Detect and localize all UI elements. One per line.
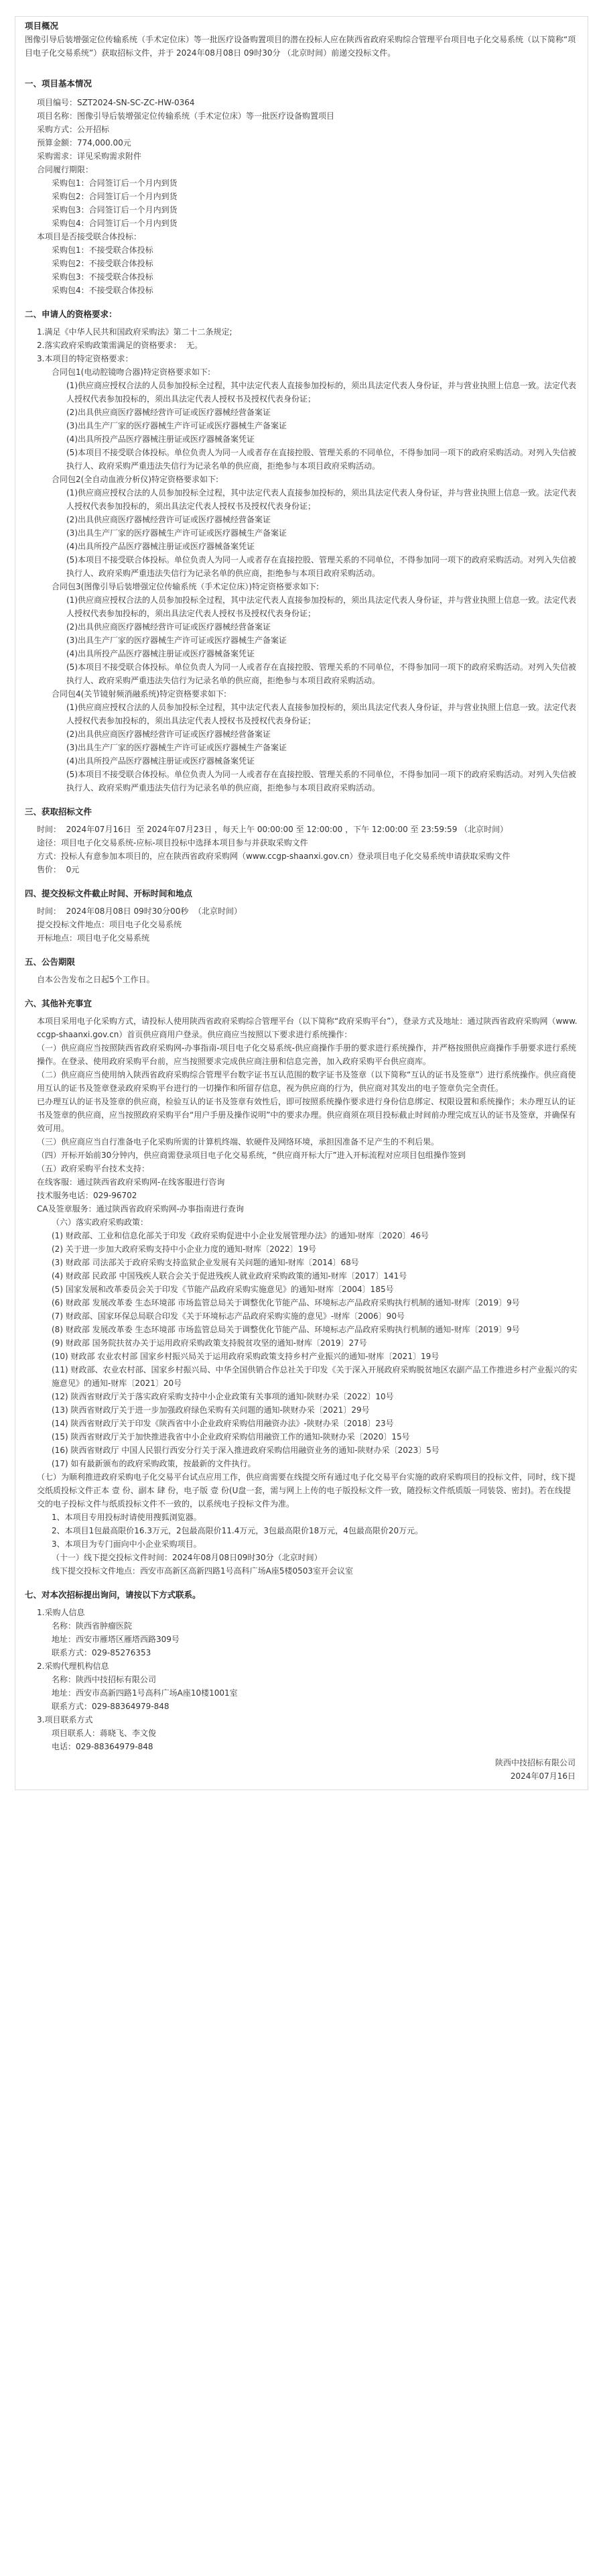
info-line: 项目名称：图像引导后装增强定位传输系统（手术定位床）等一批医疗设备购置项目 [37,111,335,121]
policy-item: (8) 财政部 发展改革委 生态环境部 市场监管总局关于调整优化节能产品、环境标志产品政府采购执行机制的通知-财库〔2019〕9号 [52,1325,520,1334]
project-overview [25,19,578,60]
other-paragraph: 已办理互认的证书及签章的供应商，检验互认的证书及签章有效性后，即可按照系统操作要求进行身份信息绑定、权限设置和系统操作；未办理互认的证书及签章的供应商，应当按照政府采购平台“用户手册及操作说明”中的要求办理。供应商须在项目投标截止时间前办理完成互认的证书及签章，并确保有效可用。 [37,1097,576,1133]
other-paragraph: （三）供应商应当自行准备电子化采购所需的计算机终端、软硬件及网络环境，承担因准备不足产生的不利后果。 [37,1137,440,1147]
section-heading: 六、其他补充事宜 [25,998,92,1008]
opening-place: 开标地点：项目电子化交易系统 [37,933,150,943]
policy-list [25,1229,578,1470]
contract-period-title: 合同履行期限： [37,165,94,174]
consortium-title: 本项目是否接受联合体投标： [37,232,142,241]
package-requirement: (1)供应商应授权合法的人员参加投标全过程，其中法定代表人直接参加投标的，须出具法定代表人身份证，并与营业执照上信息一致。法定代表人授权代表参加投标的，须出具法定代表人授权书及授权代表身份证； [66,381,577,404]
policy-item: (15) 陕西省财政厅关于加快推进我省中小企业政府采购信用融资工作的通知-陕财办采〔2020〕15号 [52,1432,410,1442]
policy-item: (9) 财政部 国务院扶贫办关于运用政府采购政策支持脱贫攻坚的通知-财库〔2019〕27号 [52,1338,367,1348]
agency-name: 名称：陕西中技招标有限公司 [52,1675,157,1684]
other-paragraph: 线下提交投标文件地点：西安市高新区高新四路1号高科广场A座5楼0503室开会议室 [52,1566,354,1576]
package-requirement: (4)出具所投产品医疗器械注册证或医疗器械备案凭证 [66,434,255,444]
project-contact-title: 3.项目联系方式 [37,1715,93,1724]
policy-item: (12) 陕西省财政厅关于落实政府采购支持中小企业政策有关事项的通知-陕财办采〔2022〕10号 [52,1392,394,1401]
package-requirement: (2)出具供应商医疗器械经营许可证或医疗器械经营备案证 [66,729,271,739]
section-heading: 七、对本次招标提出询问，请按以下方式联系。 [25,1590,201,1600]
package-requirements [25,580,578,687]
other-paragraph: 本项目采用电子化采购方式，请投标人使用陕西省政府采购综合管理平台（以下简称“政府采购平台”），登录方式及地址：通过陕西省政府采购网（www.ccgp-shaanxi.gov.cn）首页供应商用户登录。供应商应当按照以下要求进行系统操作： [37,1016,578,1039]
section-deadline [25,887,578,945]
package-requirement: (3)出具生产厂家的医疗器械生产许可证或医疗器械生产备案证 [66,743,287,752]
section-contact [25,1588,578,1753]
agency-title: 2.采购代理机构信息 [37,1661,109,1671]
buyer-title: 1.采购人信息 [37,1608,85,1617]
policy-item: (16) 陕西省财政厅 中国人民银行西安分行关于深入推进政府采购信用融资业务的通知-陕财办采〔2023〕5号 [52,1446,440,1455]
package-requirement: (3)出具生产厂家的医疗器械生产许可证或医疗器械生产备案证 [66,636,287,645]
other-paragraph: （七）为顺利推进政府采购电子化交易平台试点应用工作，供应商需要在线提交所有通过电子化交易平台实施的政府采购项目的投标文件，同时，线下提交纸质投标文件正本 壹 份、副本 肆 份，电子版 壹 份(U盘一套，需与网上上传的电子版投标文件一致，随投标文件纸质版一同装袋、密封)。若在线提交的电子投标文件与纸质投标文件不一致的，以系统电子投标文件为准。 [37,1472,576,1509]
policy-item: (6) 财政部 发展改革委 生态环境部 市场监管总局关于调整优化节能产品、环境标志产品政府采购执行机制的通知-财库〔2019〕9号 [52,1298,520,1307]
notice-period-text: 自本公告发布之日起5个工作日。 [37,975,155,984]
other-paragraph: 2、本项目1包最高限价16.3万元，2包最高限价11.4万元，3包最高限价18万元，4包最高限价20万元。 [52,1526,423,1535]
section-qualifications [25,308,578,795]
consortium-item: 采购包2：不接受联合体投标 [52,259,153,268]
other-paragraph: 3、本项目为专门面向中小企业采购项目。 [52,1539,202,1549]
obtain-method: 方式：投标人有意参加本项目的，应在陕西省政府采购网（www.ccgp-shaanxi.gov.cn）登录项目电子化交易系统申请获取采购文件 [37,852,511,861]
package-requirement: (5)本项目不接受联合体投标。单位负责人为同一人或者存在直接控股、管理关系的不同单位，不得参加同一项下的政府采购活动。对列入失信被执行人、政府采购严重违法失信行为记录名单的供应商，拒绝参与本项目政府采购活动。 [66,662,577,685]
signature-org: 陕西中技招标有限公司 [494,1758,576,1767]
agency-address: 地址：西安市高新四路1号高科广场A座10楼1001室 [52,1688,238,1698]
other-paragraph: （一）供应商应当按照陕西省政府采购网-办事指南-项目电子化交易系统-供应商操作手册的要求进行系统操作，并严格按照供应商操作手册要求进行系统操作。在登录、使用政府采购平台前，应当按照要求完成供应商注册和信息完善，加入政府采购平台供应商库。 [37,1043,576,1066]
submission-place: 提交投标文件地点：项目电子化交易系统 [37,920,182,929]
contract-period-item: 采购包2：合同签订后一个月内到货 [52,192,178,201]
package-title: 合同包4(关节镜射频消融系统)特定资格要求如下: [52,689,227,699]
overview-body: 图像引导后装增强定位传输系统（手术定位床）等一批医疗设备购置项目的潜在投标人应在陕西省政府采购综合管理平台项目电子化交易系统（以下简称“项目电子化交易系统”）获取招标文件，并于 2024年08月08日 09时30分 （北京时间）前递交投标文件。 [25,35,576,58]
policy-item: (7) 财政部、国家环保总局联合印发《关于环境标志产品政府采购实施的意见》-财库〔2006〕90号 [52,1311,405,1321]
policy-item: (2) 关于进一步加大政府采购支持中小企业力度的通知-财库〔2022〕19号 [52,1244,316,1254]
package-requirement: (2)出具供应商医疗器械经营许可证或医疗器械经营备案证 [66,622,271,632]
section-notice-period [25,955,578,986]
policy-item: (4) 财政部 民政部 中国残疾人联合会关于促进残疾人就业政府采购政策的通知-财库〔2017〕141号 [52,1271,407,1281]
package-requirement: (5)本项目不接受联合体投标。单位负责人为同一人或者存在直接控股、管理关系的不同单位，不得参加同一项下的政府采购活动。对列入失信被执行人、政府采购严重违法失信行为记录名单的供应商，拒绝参与本项目政府采购活动。 [66,770,577,793]
other-paragraph: CA及签章服务：通过陕西省政府采购网-办事指南进行查询 [37,1204,244,1214]
other-paragraph: （十一）线下提交投标文件时间：2024年08月08日09时30分（北京时间） [52,1553,322,1562]
package-requirement: (2)出具供应商医疗器械经营许可证或医疗器械经营备案证 [66,408,271,417]
contract-period-item: 采购包3：合同签订后一个月内到货 [52,205,178,215]
info-line: 预算金额：774,000.00元 [37,138,131,148]
contract-period-item: 采购包4：合同签订后一个月内到货 [52,219,178,228]
section-project-info [25,77,578,297]
project-contact-person: 项目联系人：蒋晓飞、李文俊 [52,1729,157,1738]
package-requirement: (4)出具所投产品医疗器械注册证或医疗器械备案凭证 [66,542,255,551]
package-requirement: (1)供应商应授权合法的人员参加投标全过程，其中法定代表人直接参加投标的，须出具法定代表人身份证，并与营业执照上信息一致。法定代表人授权代表参加投标的，须出具法定代表人授权书及授权代表身份证； [66,703,577,725]
package-requirement: (4)出具所投产品医疗器械注册证或医疗器械备案凭证 [66,756,255,766]
policy-item: (13) 陕西省财政厅关于进一步加强政府绿色采购有关问题的通知-陕财办采〔2021〕29号 [52,1405,370,1415]
qualification-item: 2.落实政府采购政策需满足的资格要求： 无。 [37,341,203,350]
package-requirement: (3)出具生产厂家的医疗器械生产许可证或医疗器械生产备案证 [66,528,287,538]
obtain-price: 售价： 0元 [37,865,80,874]
consortium-item: 采购包4：不接受联合体投标 [52,286,153,295]
package-requirements [25,365,578,473]
policy-item: (10) 财政部 农业农村部 国家乡村振兴局关于运用政府采购政策支持乡村产业振兴的通知-财库〔2021〕19号 [52,1352,440,1361]
other-paragraph: 技术服务电话：029-96702 [37,1191,137,1200]
obtain-time: 时间： 2024年07月16日 至 2024年07月23日 ，每天上午 00:00:00 至 12:00:00 ，下午 12:00:00 至 23:59:59 （北京时间） [37,825,509,834]
contract-period-item: 采购包1：合同签订后一个月内到货 [52,178,178,188]
package-requirements [25,473,578,580]
info-line: 采购方式：公开招标 [37,125,110,134]
section-heading: 二、申请人的资格要求： [25,309,117,319]
other-paragraph: （二）供应商应当使用纳入陕西省政府采购综合管理平台数字证书互认范围的数字证书及签章（以下简称“互认的证书及签章”）进行系统操作。供应商使用互认的证书及签章登录政府采购平台进行的一切操作和所留存信息，视为供应商的行为，供应商对其发出的电子签章负完全责任。 [37,1070,576,1093]
policy-item: (11) 财政部、农业农村部、国家乡村振兴局、中华全国供销合作总社关于印发《关于深入开展政府采购脱贫地区农副产品工作推进乡村产业振兴的实施意见》的通知-财库〔2021〕20号 [52,1365,578,1388]
qualification-item: 1.满足《中华人民共和国政府采购法》第二十二条规定; [37,327,232,337]
buyer-name: 名称：陕西省肿瘤医院 [52,1621,133,1631]
package-requirement: (3)出具生产厂家的医疗器械生产许可证或医疗器械生产备案证 [66,421,287,430]
signature-date: 2024年07月16日 [510,1771,576,1781]
project-info-lines [25,96,578,163]
policy-item: (17) 如有最新颁布的政府采购政策，按最新的文件执行。 [52,1459,256,1468]
project-contact-phone: 电话：029-88364979-848 [52,1742,153,1751]
consortium-item: 采购包3：不接受联合体投标 [52,272,153,282]
package-title: 合同包1(电动腔镜吻合器)特定资格要求如下: [52,367,211,377]
section-heading: 五、公告期限 [25,957,76,967]
package-title: 合同包2(全自动血液分析仪)特定资格要求如下: [52,475,219,484]
other-paragraph: 在线客服：通过陕西省政府采购网-在线客服进行咨询 [37,1177,225,1187]
section-heading: 一、项目基本情况 [25,78,92,89]
overview-title: 项目概况 [25,21,59,31]
qualification-item: 3.本项目的特定资格要求： [37,354,133,363]
section-heading: 三、获取招标文件 [25,807,92,817]
package-requirement: (2)出具供应商医疗器械经营许可证或医疗器械经营备案证 [66,515,271,524]
package-requirement: (5)本项目不接受联合体投标。单位负责人为同一人或者存在直接控股、管理关系的不同单位，不得参加同一项下的政府采购活动。对列入失信被执行人、政府采购严重违法失信行为记录名单的供应商，拒绝参与本项目政府采购活动。 [66,555,577,578]
section-other-matters [25,997,578,1578]
package-requirements [25,687,578,795]
buyer-phone: 联系方式：029-85276353 [52,1648,151,1657]
package-requirement: (1)供应商应授权合法的人员参加投标全过程，其中法定代表人直接参加投标的，须出具法定代表人身份证，并与营业执照上信息一致。法定代表人授权代表参加投标的，须出具法定代表人授权书及授权代表身份证； [66,595,577,618]
package-requirement: (5)本项目不接受联合体投标。单位负责人为同一人或者存在直接控股、管理关系的不同单位，不得参加同一项下的政府采购活动。对列入失信被执行人、政府采购严重违法失信行为记录名单的供应商，拒绝参与本项目政府采购活动。 [66,448,577,471]
policy-item: (3) 财政部 司法部关于政府采购支持监狱企业发展有关问题的通知-财库〔2014〕68号 [52,1258,359,1267]
deadline-time: 时间： 2024年08月08日 09时30分00秒 （北京时间） [37,906,242,916]
signature-block [25,1756,578,1790]
other-paragraph: （五）政府采购平台技术支持： [37,1164,150,1173]
info-line: 采购需求：详见采购需求附件 [37,152,142,161]
policy-item: (14) 陕西省财政厅关于印发《陕西省中小企业政府采购信用融资办法》-陕财办采〔2018〕23号 [52,1419,394,1428]
other-paragraph: （四）开标开始前30分钟内，供应商需登录项目电子化交易系统，“供应商开标大厅”进入开标流程对应项目包组操作签到 [37,1151,466,1160]
policy-item: (5) 国家发展和改革委员会关于印发《节能产品政府采购实施意见》的通知-财库〔2004〕185号 [52,1285,394,1294]
package-title: 合同包3(图像引导后装增强定位传输系统（手术定位床）)特定资格要求如下: [52,582,320,591]
other-paragraph: （六）落实政府采购政策： [52,1218,149,1227]
package-requirement: (1)供应商应授权合法的人员参加投标全过程，其中法定代表人直接参加投标的，须出具法定代表人身份证，并与营业执照上信息一致。法定代表人授权代表参加投标的，须出具法定代表人授权书及授权代表身份证； [66,488,577,511]
obtain-route: 途径：项目电子化交易系统-应标-项目投标中选择本项目参与并获取采购文件 [37,838,308,847]
buyer-address: 地址：西安市雁塔区雁塔西路309号 [52,1635,180,1644]
policy-item: (1) 财政部、工业和信息化部关于印发《政府采购促进中小企业发展管理办法》的通知-财库〔2020〕46号 [52,1231,429,1240]
section-obtain-documents [25,805,578,876]
consortium-item: 采购包1：不接受联合体投标 [52,245,153,255]
other-paragraph: 1、本项目专用投标时请使用搜狐浏览器。 [52,1513,202,1522]
package-requirement: (4)出具所投产品医疗器械注册证或医疗器械备案凭证 [66,649,255,658]
info-line: 项目编号：SZT2024-SN-SC-ZC-HW-0364 [37,98,195,107]
announcement-document [15,16,588,1790]
section-heading: 四、提交投标文件截止时间、开标时间和地点 [25,888,193,898]
agency-phone: 联系方式：029-88364979-848 [52,1702,170,1711]
